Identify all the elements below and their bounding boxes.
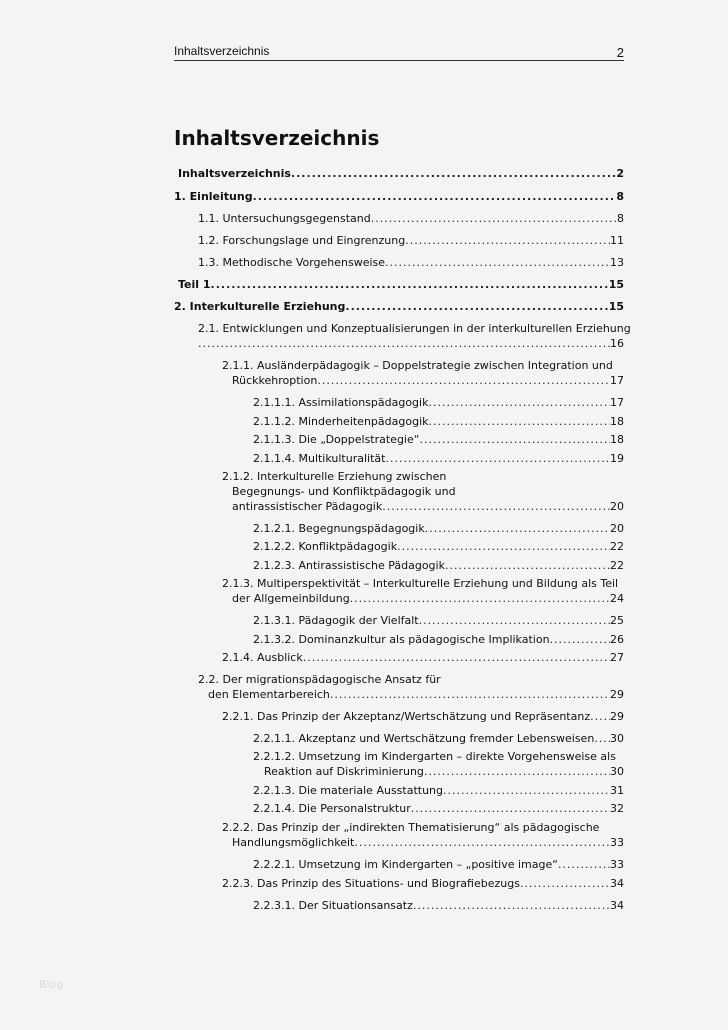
- toc-entry[interactable]: 2.1. Entwicklungen und Konzeptualisierungen in der interkulturellen Erziehung: [198, 322, 631, 335]
- toc-entry-continuation[interactable]: den Elementarbereich ..... 29: [208, 687, 624, 702]
- header-page-number: 2: [616, 45, 624, 60]
- toc-entry[interactable]: 2.2.1. Das Prinzip der Akzeptanz/Wertschätzung und Repräsentanz ..... 29: [222, 709, 624, 724]
- toc-entry[interactable]: 2.1.1.3. Die „Doppelstrategie“ ..... 18: [253, 432, 624, 447]
- toc-entry[interactable]: Teil 1 ..... 15: [178, 277, 624, 292]
- toc-entry[interactable]: 2.1.3. Multiperspektivität – Interkulturelle Erziehung und Bildung als Teil: [222, 577, 619, 590]
- toc-entry[interactable]: 2.1.3.1. Pädagogik der Vielfalt ..... 25: [253, 613, 624, 628]
- toc-entry[interactable]: 2.2.1.2. Umsetzung im Kindergarten – direkte Vorgehensweise als: [253, 750, 616, 763]
- toc-entry-continuation[interactable]: der Allgemeinbildung ..... 24: [232, 591, 624, 606]
- toc-entry[interactable]: 2.1.1.1. Assimilationspädagogik ..... 17: [253, 395, 624, 410]
- toc-entry[interactable]: 2.1.2.3. Antirassistische Pädagogik ..... 22: [253, 558, 624, 573]
- toc-entry[interactable]: 2.1.3.2. Dominanzkultur als pädagogische Implikation ..... 26: [253, 632, 624, 647]
- toc-entry[interactable]: 2.1.2.1. Begegnungspädagogik ..... 20: [253, 521, 624, 536]
- toc-entry[interactable]: 2.1.1. Ausländerpädagogik – Doppelstrategie zwischen Integration und: [222, 359, 613, 372]
- toc-entry[interactable]: 1.1. Untersuchungsgegenstand ..... 8: [198, 211, 624, 226]
- toc-entry[interactable]: 2. Interkulturelle Erziehung ..... 15: [174, 299, 624, 314]
- toc-entry[interactable]: 2.2.3. Das Prinzip des Situations- und Biografiebezugs ..... 34: [222, 876, 624, 891]
- page-header: [174, 44, 624, 61]
- toc-entry[interactable]: 2.1.1.2. Minderheitenpädagogik ..... 18: [253, 414, 624, 429]
- toc-entry[interactable]: 2.2.1.4. Die Personalstruktur ..... 32: [253, 801, 624, 816]
- toc-entry[interactable]: 2.1.2.2. Konfliktpädagogik ..... 22: [253, 539, 624, 554]
- toc-entry[interactable]: 2.1.2. Interkulturelle Erziehung zwischen Begegnungs- und Konfliktpädagogik und: [222, 470, 456, 498]
- toc-entry[interactable]: 2.2.1.3. Die materiale Ausstattung ..... 31: [253, 783, 624, 798]
- toc-entry[interactable]: 2.1.4. Ausblick ..... 27: [222, 650, 624, 665]
- toc-entry[interactable]: 2.2. Der migrationspädagogische Ansatz für: [198, 673, 441, 686]
- toc-entry[interactable]: 2.1.1.4. Multikulturalität ..... 19: [253, 451, 624, 466]
- toc-entry[interactable]: 2.2.2. Das Prinzip der „indirekten Thematisierung“ als pädagogische: [222, 821, 600, 834]
- toc-entry-continuation[interactable]: Reaktion auf Diskriminierung ..... 30: [264, 764, 624, 779]
- toc-entry[interactable]: 1.3. Methodische Vorgehensweise ..... 13: [198, 255, 624, 270]
- toc-entry[interactable]: 1. Einleitung ..... 8: [174, 189, 624, 204]
- page-title: Inhaltsverzeichnis: [174, 126, 380, 150]
- toc-entry-continuation[interactable]: Handlungsmöglichkeit ..... 33: [232, 835, 624, 850]
- toc-entry[interactable]: Inhaltsverzeichnis ..... 2: [178, 166, 624, 181]
- toc-entry[interactable]: 2.2.3.1. Der Situationsansatz ..... 34: [253, 898, 624, 913]
- header-title: Inhaltsverzeichnis: [174, 44, 270, 58]
- watermark: Blog: [39, 978, 64, 991]
- toc-entry[interactable]: 2.2.1.1. Akzeptanz und Wertschätzung fremder Lebensweisen ..... 30: [253, 731, 624, 746]
- toc-entry[interactable]: 2.2.2.1. Umsetzung im Kindergarten – „positive image“ ..... 33: [253, 857, 624, 872]
- toc-entry-continuation[interactable]: ..... 16: [198, 336, 624, 351]
- toc-entry[interactable]: 1.2. Forschungslage und Eingrenzung ..... 11: [198, 233, 624, 248]
- toc-entry-continuation[interactable]: Rückkehroption ..... 17: [232, 373, 624, 388]
- toc-entry-continuation[interactable]: antirassistischer Pädagogik ..... 20: [232, 499, 624, 514]
